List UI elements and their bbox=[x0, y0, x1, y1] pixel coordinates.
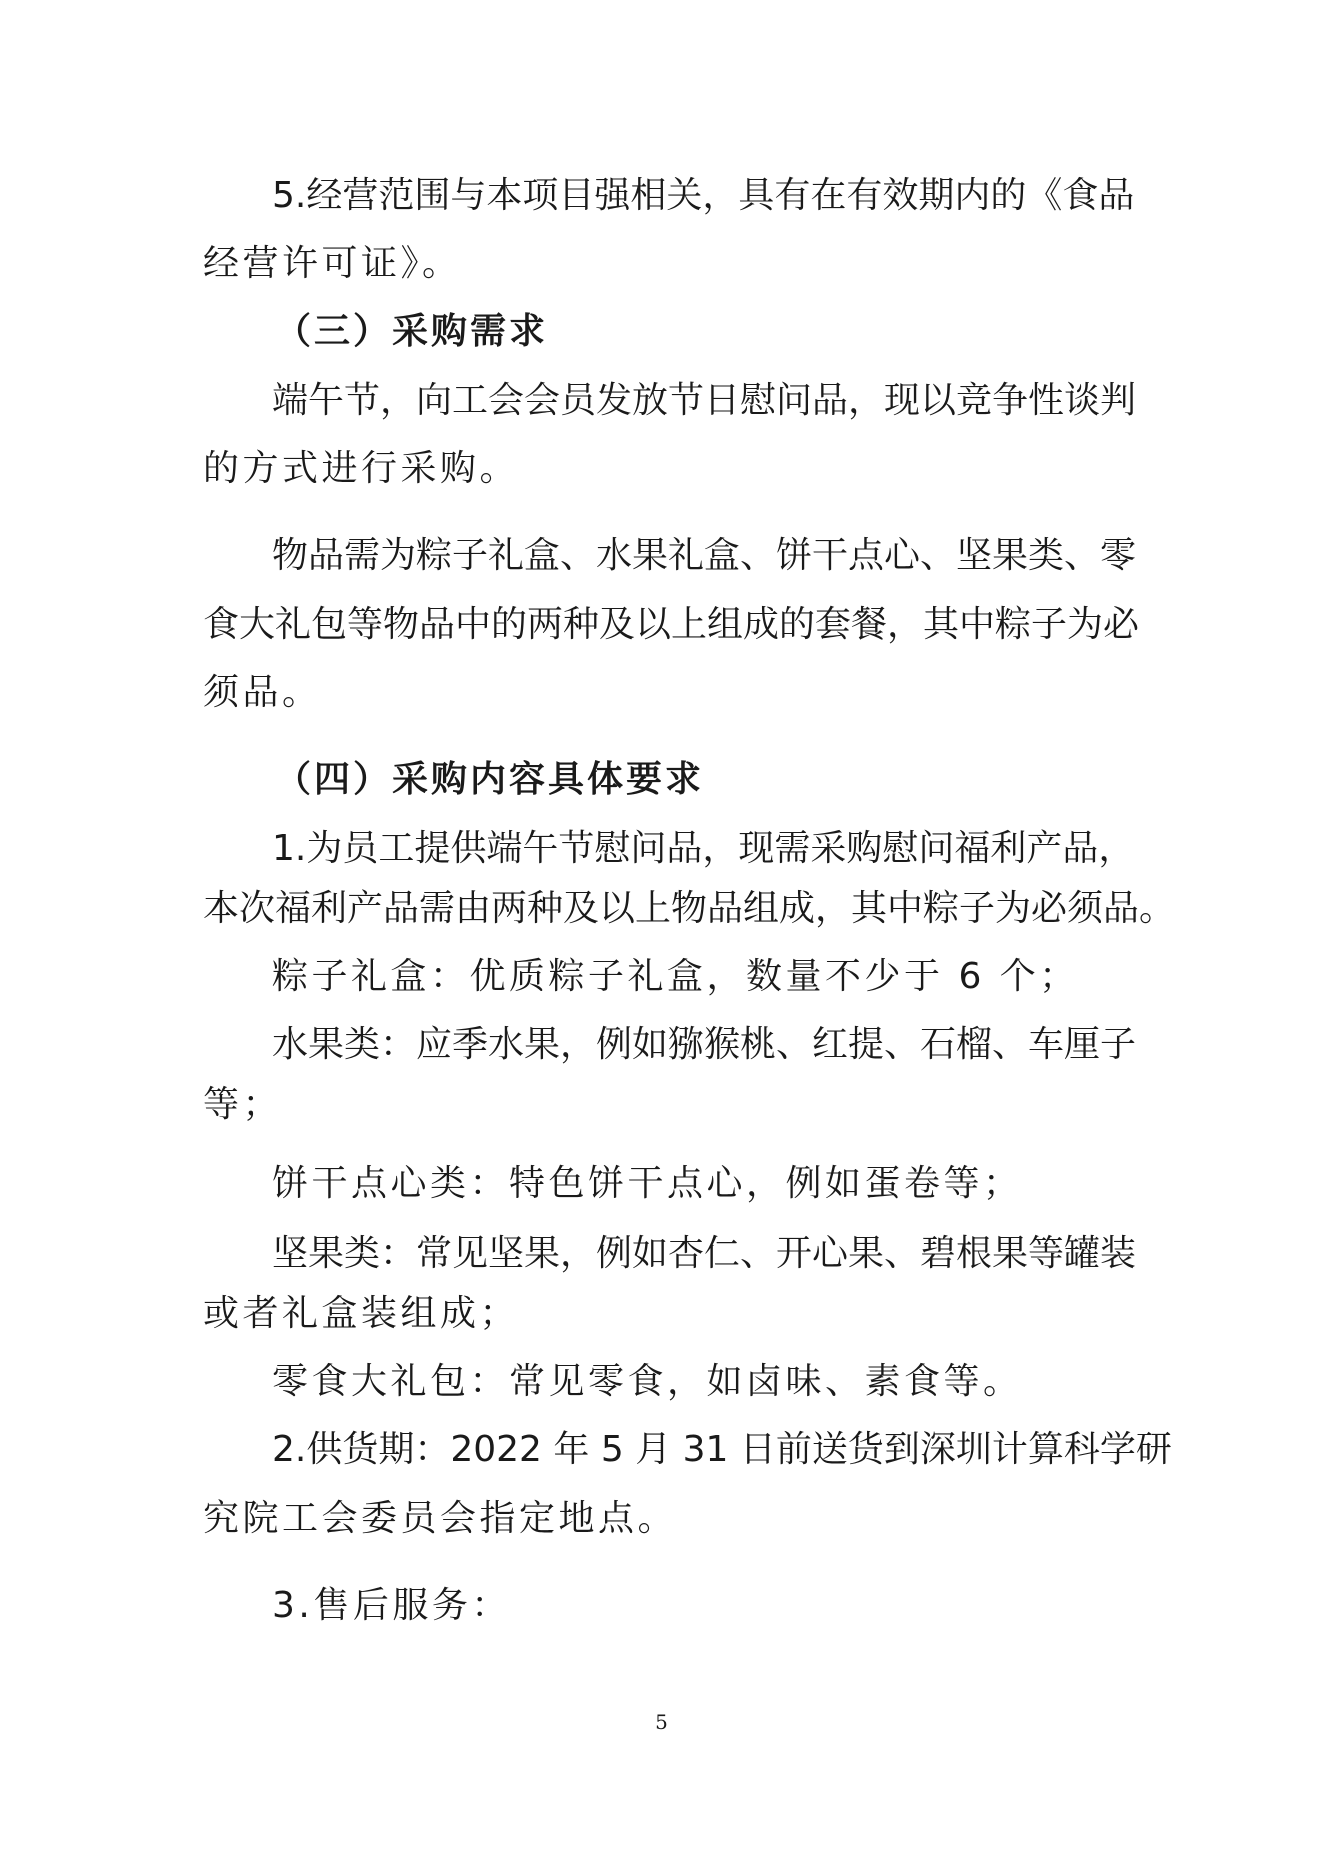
item-fruit-line-1: 水果类：应季水果，例如猕猴桃、红提、石榴、车厘子 bbox=[272, 1024, 1137, 1065]
para-needs-line-1: 端午节，向工会会员发放节日慰问品，现以竞争性谈判 bbox=[272, 380, 1137, 421]
req-1-line-1: 1.为员工提供端午节慰问品，现需采购慰问福利产品， bbox=[272, 828, 1135, 869]
item-nuts-line-1: 坚果类：常见坚果，例如杏仁、开心果、碧根果等罐装 bbox=[272, 1233, 1137, 1274]
item-zongzi-gift-box: 粽子礼盒：优质粽子礼盒，数量不少于 6 个； bbox=[272, 956, 1079, 997]
req-2-line-2: 究院工会委员会指定地点。 bbox=[203, 1498, 678, 1539]
section-heading-specific-requirements: （四）采购内容具体要求 bbox=[275, 759, 705, 800]
para-items-line-1: 物品需为粽子礼盒、水果礼盒、饼干点心、坚果类、零 bbox=[272, 535, 1137, 576]
para-qualification-5-line-1: 5.经营范围与本项目强相关，具有在有效期内的《食品 bbox=[272, 175, 1135, 216]
section-heading-procurement-needs: （三）采购需求 bbox=[275, 311, 549, 352]
para-items-line-3: 须品。 bbox=[203, 672, 322, 713]
page-number: 5 bbox=[655, 1710, 668, 1734]
req-3-line-1: 3.售后服务： bbox=[272, 1585, 511, 1626]
para-items-line-2: 食大礼包等物品中的两种及以上组成的套餐，其中粽子为必 bbox=[203, 604, 1140, 645]
item-fruit-line-2: 等； bbox=[203, 1084, 283, 1125]
para-needs-line-2: 的方式进行采购。 bbox=[203, 448, 520, 489]
req-1-line-2: 本次福利产品需由两种及以上物品组成，其中粽子为必须品。 bbox=[203, 888, 1176, 929]
para-qualification-5-line-2: 经营许可证》。 bbox=[203, 243, 462, 284]
req-2-line-1: 2.供货期：2022 年 5 月 31 日前送货到深圳计算科学研 bbox=[272, 1429, 1172, 1470]
item-snack-pack: 零食大礼包：常见零食，如卤味、素食等。 bbox=[272, 1361, 1023, 1402]
item-nuts-line-2: 或者礼盒装组成； bbox=[203, 1293, 520, 1334]
item-biscuits: 饼干点心类：特色饼干点心，例如蛋卷等； bbox=[272, 1163, 1023, 1204]
